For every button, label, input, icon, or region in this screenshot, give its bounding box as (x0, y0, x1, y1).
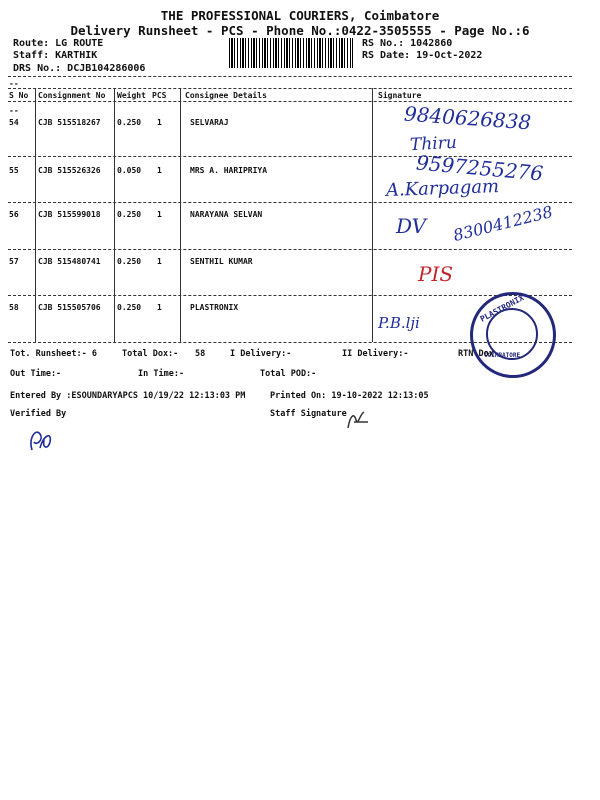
in-time: In Time:- (138, 369, 185, 379)
row-pcs: 1 (157, 303, 162, 312)
row-weight: 0.250 (117, 303, 142, 312)
row-sno: 56 (9, 210, 19, 219)
rs-date: RS Date: 19-Oct-2022 (362, 50, 483, 61)
row-consignment: CJB 515599018 (38, 210, 101, 219)
runsheet-title: Delivery Runsheet - PCS - Phone No.:0422-3505555 - Page No.:6 (70, 23, 530, 38)
staff-signature: Staff Signature (270, 409, 347, 419)
row-consignee: MRS A. HARIPRIYA (190, 166, 268, 175)
col-sno-header: S No (9, 91, 29, 100)
row-consignment: CJB 515526326 (38, 166, 101, 175)
tot-runsheet: Tot. Runsheet:- 6 (10, 349, 97, 359)
header-dashes: -- (9, 79, 19, 88)
total-dox-label: Total Dox:- (122, 349, 179, 359)
row-pcs: 1 (157, 166, 162, 175)
row-divider (8, 249, 572, 250)
table-bottom-line (8, 342, 572, 343)
total-pod: Total POD:- (260, 369, 317, 379)
col-divider (372, 88, 373, 342)
header-bottom-line (8, 101, 572, 102)
staff-initials (344, 408, 372, 432)
col-consignment-header: Consignment No (38, 91, 106, 100)
handwritten-signature: P.B.lji (378, 314, 420, 332)
stamp-text-bottom: COIMBATORE (484, 352, 521, 359)
col-divider (114, 88, 115, 342)
company-title: THE PROFESSIONAL COURIERS, Coimbatore (160, 8, 440, 23)
col-consignee-header: Consignee Details (185, 91, 267, 100)
barcode (229, 38, 353, 68)
out-time: Out Time:- (10, 369, 62, 379)
row-pcs: 1 (157, 210, 162, 219)
row-sno: 57 (9, 257, 19, 266)
row-consignment: CJB 515480741 (38, 257, 101, 266)
col-divider (180, 88, 181, 342)
col-divider (35, 88, 36, 342)
handwritten-signature: A.Karpagam (385, 176, 500, 201)
col-pcs-header: PCS (152, 91, 167, 100)
route-label: Route: LG ROUTE (13, 38, 104, 49)
header-top-line (8, 88, 572, 89)
top-divider (8, 76, 572, 77)
row-consignment: CJB 515505706 (38, 303, 101, 312)
row-dashes: -- (9, 106, 19, 115)
col-signature-header: Signature (378, 91, 422, 100)
row-sno: 54 (9, 118, 19, 127)
row-pcs: 1 (157, 118, 162, 127)
row-divider (8, 295, 572, 296)
row-weight: 0.050 (117, 166, 142, 175)
ii-delivery: II Delivery:- (342, 349, 409, 359)
row-consignee: NARAYANA SELVAN (190, 210, 263, 219)
row-pcs: 1 (157, 257, 162, 266)
entered-by: Entered By :ESOUNDARYAPCS 10/19/22 12:13:03 PM (10, 391, 246, 401)
staff-label: Staff: KARTHIK (13, 50, 98, 61)
handwritten-phone: 9597255276 (415, 150, 545, 186)
handwritten-phone: 9840626838 (403, 101, 532, 135)
printed-on: Printed On: 19-10-2022 12:13:05 (270, 391, 429, 401)
row-consignee: PLASTRONIX (190, 303, 239, 312)
row-weight: 0.250 (117, 118, 142, 127)
row-consignee: SENTHIL KUMAR (190, 257, 253, 266)
rs-number: RS No.: 1042860 (362, 38, 453, 49)
total-dox-value: 58 (195, 349, 206, 359)
handwritten-signature: PIS (418, 262, 454, 286)
handwritten-signature: Thiru (409, 132, 458, 156)
stamp-text-top: PLASTRONIX (478, 293, 526, 324)
row-consignment: CJB 515518267 (38, 118, 101, 127)
verified-by: Verified By (10, 409, 67, 419)
verified-initials (26, 424, 56, 454)
rtn-dox: RTN Dox (458, 349, 494, 359)
drs-number: DRS No.: DCJB104286006 (13, 63, 146, 74)
row-weight: 0.250 (117, 257, 142, 266)
handwritten-signature: DV (396, 214, 427, 238)
row-sno: 55 (9, 166, 19, 175)
row-weight: 0.250 (117, 210, 142, 219)
col-weight-header: Weight (117, 91, 146, 100)
row-consignee: SELVARAJ (190, 118, 229, 127)
row-sno: 58 (9, 303, 19, 312)
i-delivery: I Delivery:- (230, 349, 292, 359)
row-divider (8, 202, 572, 203)
handwritten-phone: 8300412238 (451, 201, 555, 246)
